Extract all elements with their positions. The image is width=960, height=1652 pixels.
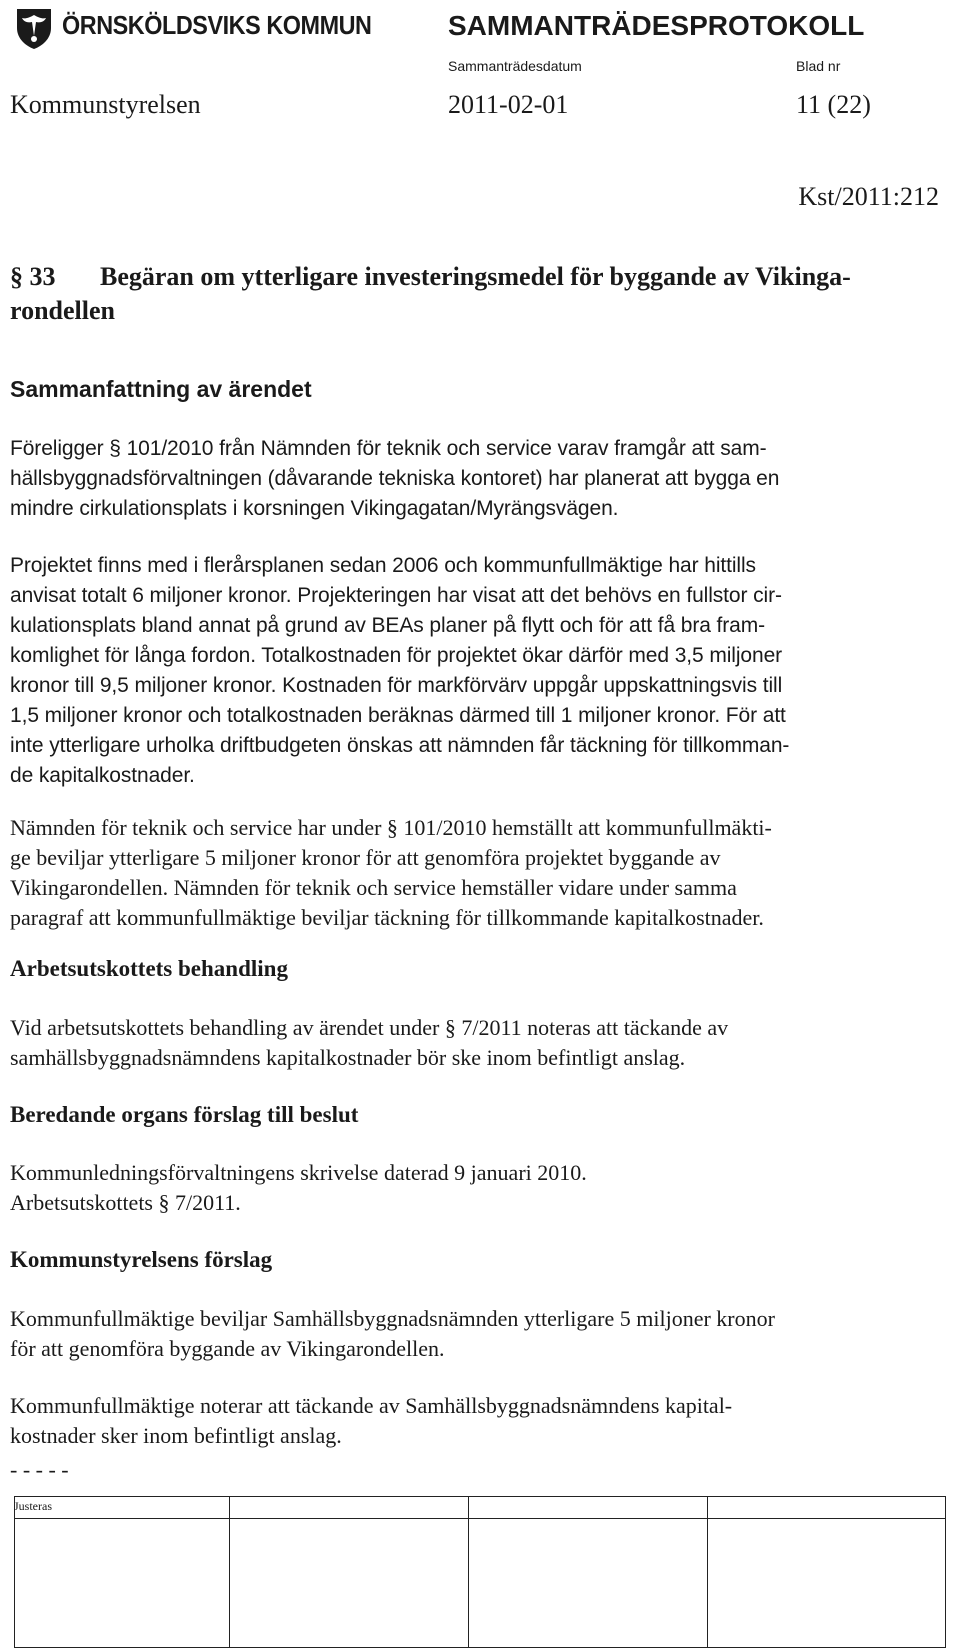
work-committee-heading: Arbetsutskottets behandling [10,956,288,981]
signature-cell [230,1519,469,1648]
signature-cell [469,1519,708,1648]
signature-cell [15,1519,230,1648]
meeting-date-label: Sammanträdesdatum [448,58,582,74]
signature-cell [469,1497,708,1519]
page-number: 11 (22) [796,90,871,119]
page-number-label: Blad nr [796,58,841,74]
signature-table [14,1496,946,1648]
summary-heading: Sammanfattning av ärendet [10,376,312,402]
board-proposal-paragraph-1: Kommunfullmäktige beviljar Samhällsbyggnadsnämnden ytterligare 5 miljoner kronor för att genomföra byggande av Vikingarondellen. [10,1306,775,1361]
board-proposal-paragraph-2: Kommunfullmäktige noterar att täckande av Samhällsbyggnadsnämndens kapital- kostnader sker inom befintligt anslag. [10,1393,733,1448]
item-title-line-2: rondellen [10,296,115,325]
document-type-title: SAMMANTRÄDESPROTOKOLL [448,10,865,41]
preparatory-proposal-paragraph: Kommunledningsförvaltningens skrivelse daterad 9 januari 2010. Arbetsutskottets § 7/2011. [10,1160,587,1215]
item-number: § 33 [10,262,56,291]
summary-paragraph-3: Nämnden för teknik och service har under § 101/2010 hemställt att kommunfullmäkti- ge beviljar ytterligare 5 miljoner kronor för att genomföra projektet byggande av Vikingarondellen. Nämnden för teknik och service hemställer vidare under samma paragraf att kommunfullmäktige beviljar täckning för tillkommande kapitalkostnader. [10,815,772,930]
case-number: Kst/2011:212 [798,182,939,211]
work-committee-paragraph: Vid arbetsutskottets behandling av ärendet under § 7/2011 noteras att täckande av samhällsbyggnadsnämndens kapitalkostnader bör ske inom befintligt anslag. [10,1015,729,1070]
board-proposal-heading: Kommunstyrelsens förslag [10,1247,273,1272]
municipality-coat-of-arms-logo [14,6,54,50]
signature-cell [708,1497,946,1519]
governing-body-name: Kommunstyrelsen [10,90,201,119]
meeting-date: 2011-02-01 [448,90,569,119]
preparatory-proposal-heading: Beredande organs förslag till beslut [10,1102,359,1127]
signature-cell [230,1497,469,1519]
signature-cell [708,1519,946,1648]
summary-paragraph-2: Projektet finns med i flerårsplanen sedan 2006 och kommunfullmäktige har hittills anvisat totalt 6 miljoner kronor. Projekteringen har visat att det behövs en fullstor cir- kulationsplats bland annat på grund av BEAs planer på flytt och för att få bra fram- komlighet för långa fordon. Totalkostnaden för projektet ökar därför med 3,5 miljoner kronor till 9,5 miljoner kronor. Kostnaden för markförvärv uppgår uppskattningsvis till 1,5 miljoner kronor och totalkostnaden beräknas därmed till 1 miljoner kronor. För att inte ytterligare urholka driftbudgeten önskas att nämnden får täckning för tillkomman- de kapitalkostnader. [10,554,790,787]
organization-name: ÖRNSKÖLDSVIKS KOMMUN [62,10,372,40]
end-of-item-marker: - - - - - [10,1457,69,1482]
justeras-label: Justeras [14,1499,52,1513]
item-title-line-1: Begäran om ytterligare investeringsmedel för byggande av Vikinga- [100,262,851,291]
summary-paragraph-1: Föreligger § 101/2010 från Nämnden för teknik och service varav framgår att sam- hällsbyggnadsförvaltningen (dåvarande tekniska kontoret) har planerat att bygga en mindre cirkulationsplats i korsningen Vikingagatan/Myrängsvägen. [10,437,780,520]
